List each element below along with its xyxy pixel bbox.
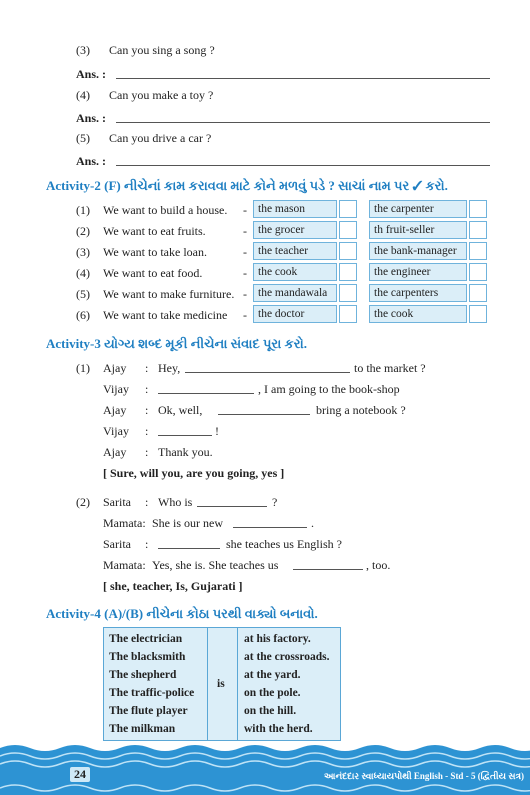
question-text: Can you sing a song ? xyxy=(109,43,215,57)
row-number: (6) xyxy=(76,308,90,322)
speaker: Ajay xyxy=(103,361,127,375)
checkbox[interactable] xyxy=(469,242,487,260)
question-number: (3) xyxy=(76,43,90,57)
blank-line[interactable] xyxy=(158,548,220,549)
subject-cell: The traffic-police xyxy=(109,687,195,699)
word-options: [ Sure, will you, are you going, yes ] xyxy=(103,466,285,480)
checkbox[interactable] xyxy=(469,305,487,323)
dialog-text: She is our new xyxy=(152,516,223,530)
question-text: Can you make a toy ? xyxy=(109,88,214,102)
dialog-text: Ok, well, xyxy=(158,403,203,417)
row-number: (3) xyxy=(76,245,90,259)
option-cell: the cook xyxy=(369,305,467,323)
option-cell: the mason xyxy=(253,200,337,218)
activity3-heading: Activity-3 યોગ્ય શબ્દ મૂકી નીચેના સંવાદ પૂરા કરો. xyxy=(46,336,307,351)
speaker: Mamata: xyxy=(103,516,146,530)
row-dash: - xyxy=(243,287,247,301)
dialog-text: she teaches us English ? xyxy=(226,537,342,551)
row-number: (4) xyxy=(76,266,90,280)
row-dash: - xyxy=(243,266,247,280)
verb-cell: is xyxy=(217,678,225,690)
speaker: Mamata: xyxy=(103,558,146,572)
checkbox[interactable] xyxy=(469,200,487,218)
blank-line[interactable] xyxy=(185,372,350,373)
column-divider xyxy=(237,628,238,740)
blank-line[interactable] xyxy=(158,393,254,394)
option-cell: the doctor xyxy=(253,305,337,323)
speaker: Ajay xyxy=(103,445,127,459)
checkbox[interactable] xyxy=(339,284,357,302)
page-number: 24 xyxy=(70,767,90,782)
speaker: Vijay xyxy=(103,424,129,438)
option-cell: the bank-manager xyxy=(369,242,467,260)
row-text: We want to make furniture. xyxy=(103,287,235,301)
checkbox[interactable] xyxy=(339,305,357,323)
option-cell: the teacher xyxy=(253,242,337,260)
dialog-text: , too. xyxy=(366,558,391,572)
dialog-text: ? xyxy=(272,495,278,509)
dialog-number: (1) xyxy=(76,361,90,375)
option-cell: the mandawala xyxy=(253,284,337,302)
blank-line[interactable] xyxy=(197,506,267,507)
colon: : xyxy=(145,403,149,417)
row-dash: - xyxy=(243,203,247,217)
activity2-heading: Activity-2 (F) નીચેનાં કામ કરાવવા માટે કોને મળવું પડે ? સાચાં નામ પર ✓ કરો. xyxy=(46,178,448,193)
row-text: We want to build a house. xyxy=(103,203,228,217)
colon: : xyxy=(145,537,149,551)
dialog-text: Thank you. xyxy=(158,445,213,459)
question-number: (5) xyxy=(76,131,90,145)
option-cell: the carpenters xyxy=(369,284,467,302)
dialog-text: ! xyxy=(215,424,219,438)
answer-label: Ans. : xyxy=(76,154,107,168)
place-cell: at the crossroads. xyxy=(244,651,330,663)
colon: : xyxy=(145,445,149,459)
subject-cell: The blacksmith xyxy=(109,651,186,663)
checkbox[interactable] xyxy=(339,263,357,281)
answer-label: Ans. : xyxy=(76,111,107,125)
option-cell: th fruit-seller xyxy=(369,221,467,239)
row-text: We want to take loan. xyxy=(103,245,207,259)
book-title: આનંદદાર સ્વાધ્યાયપોથી English - Std - 5 (દ્વિતીય સત્ર) xyxy=(324,771,525,781)
answer-label: Ans. : xyxy=(76,67,107,81)
blank-line[interactable] xyxy=(233,527,307,528)
answer-line[interactable] xyxy=(116,122,490,123)
checkbox[interactable] xyxy=(469,284,487,302)
question-text: Can you drive a car ? xyxy=(109,131,212,145)
row-number: (1) xyxy=(76,203,90,217)
row-dash: - xyxy=(243,308,247,322)
dialog-text: Who is xyxy=(158,495,193,509)
place-cell: with the herd. xyxy=(244,723,313,735)
speaker: Ajay xyxy=(103,403,127,417)
subject-cell: The milkman xyxy=(109,723,176,735)
checkbox[interactable] xyxy=(339,200,357,218)
option-cell: the cook xyxy=(253,263,337,281)
dialog-text: Yes, she is. She teaches us xyxy=(152,558,279,572)
column-divider xyxy=(207,628,208,740)
option-cell: the carpenter xyxy=(369,200,467,218)
answer-line[interactable] xyxy=(116,78,490,79)
colon: : xyxy=(145,382,149,396)
place-cell: on the hill. xyxy=(244,705,297,717)
subject-cell: The electrician xyxy=(109,633,183,645)
row-text: We want to eat fruits. xyxy=(103,224,206,238)
dialog-number: (2) xyxy=(76,495,90,509)
checkbox[interactable] xyxy=(339,221,357,239)
row-text: We want to eat food. xyxy=(103,266,203,280)
checkbox[interactable] xyxy=(469,263,487,281)
question-number: (4) xyxy=(76,88,90,102)
dialog-text: . xyxy=(311,516,314,530)
row-number: (5) xyxy=(76,287,90,301)
activity4-heading: Activity-4 (A)/(B) નીચેના કોઠા પરથી વાક્યો બનાવો. xyxy=(46,606,318,621)
speaker: Vijay xyxy=(103,382,129,396)
option-cell: the engineer xyxy=(369,263,467,281)
speaker: Sarita xyxy=(103,537,131,551)
place-cell: at the yard. xyxy=(244,669,301,681)
speaker: Sarita xyxy=(103,495,131,509)
subject-cell: The shepherd xyxy=(109,669,177,681)
word-options: [ she, teacher, Is, Gujarati ] xyxy=(103,579,243,593)
option-cell: the grocer xyxy=(253,221,337,239)
place-cell: at his factory. xyxy=(244,633,311,645)
row-dash: - xyxy=(243,224,247,238)
checkbox[interactable] xyxy=(469,221,487,239)
dialog-text: Hey, xyxy=(158,361,181,375)
colon: : xyxy=(145,495,149,509)
blank-line[interactable] xyxy=(218,414,310,415)
subject-cell: The flute player xyxy=(109,705,188,717)
row-dash: - xyxy=(243,245,247,259)
sentence-table xyxy=(103,627,341,741)
dialog-text: bring a notebook ? xyxy=(316,403,406,417)
blank-line[interactable] xyxy=(158,435,212,436)
place-cell: on the pole. xyxy=(244,687,301,699)
checkbox[interactable] xyxy=(339,242,357,260)
colon: : xyxy=(145,361,149,375)
dialog-text: to the market ? xyxy=(354,361,426,375)
colon: : xyxy=(145,424,149,438)
answer-line[interactable] xyxy=(116,165,490,166)
row-text: We want to take medicine xyxy=(103,308,228,322)
blank-line[interactable] xyxy=(293,569,363,570)
dialog-text: , I am going to the book-shop xyxy=(258,382,400,396)
row-number: (2) xyxy=(76,224,90,238)
